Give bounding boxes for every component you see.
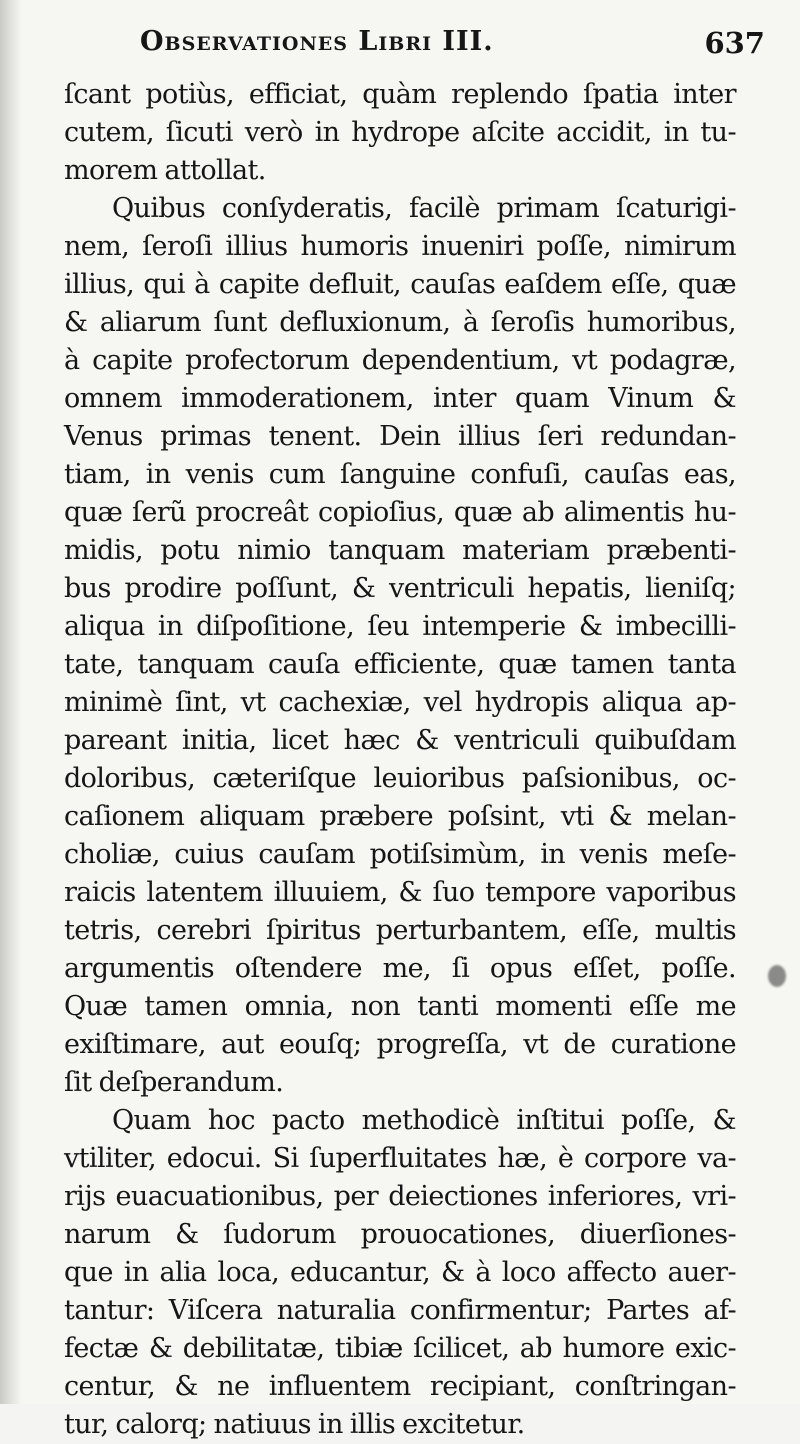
text-line: doloribus, cæteriſque leuioribus paſsionibus, oc- <box>64 763 736 794</box>
text-line: quæ ſerũ procreât copioſius, quæ ab alimentis hu- <box>64 497 736 528</box>
text-line: morem attollat. <box>64 155 266 186</box>
text-line: bus prodire poſſunt, & ventriculi hepatis, lieniſq; <box>64 573 736 604</box>
text-line: ſit deſperandum. <box>64 1067 284 1098</box>
text-line: ſcant potiùs, efficiat, quàm replendo ſpatia inter <box>64 79 736 110</box>
text-line: rijs euacuationibus, per deiectiones inferiores, vri- <box>64 1181 736 1212</box>
running-head <box>140 26 765 66</box>
text-line: centur, & ne influentem recipiant, conſtringan- <box>64 1371 736 1402</box>
text-line: tantur: Viſcera naturalia confirmentur; Partes af- <box>64 1295 736 1326</box>
text-line: fectæ & debilitatæ, tibiæ ſcilicet, ab humore exic- <box>64 1333 736 1364</box>
text-line: midis, potu nimio tanquam materiam præbenti- <box>64 535 736 566</box>
page-gutter-shadow <box>0 0 22 1404</box>
text-line: raicis latentem illuuiem, & ſuo tempore vaporibus <box>64 877 736 908</box>
text-line: omnem immoderationem, inter quam Vinum & <box>64 383 736 414</box>
text-line: exiſtimare, aut eouſq; progreſſa, vt de curatione <box>64 1029 736 1060</box>
text-line: minimè ſint, vt cachexiæ, vel hydropis aliqua ap- <box>64 687 736 718</box>
paragraph-first-line: Quam hoc pacto methodicè inſtitui poſſe, & <box>112 1105 736 1136</box>
text-line: aliqua in diſpoſitione, ſeu intemperie & imbecilli- <box>64 611 736 642</box>
body-text <box>64 76 736 1444</box>
text-line: & aliarum ſunt defluxionum, à ſeroſis humoribus, <box>64 307 736 338</box>
text-line: pareant initia, licet hæc & ventriculi quibuſdam <box>64 725 736 756</box>
text-line: tur, calorq; natiuus in illis excitetur. <box>64 1409 525 1440</box>
ink-blot <box>768 965 786 987</box>
page-number: 637 <box>704 26 765 60</box>
text-line: que in alia loca, educantur, & à loco affecto auer- <box>64 1257 736 1288</box>
running-title: Observationes Libri III. <box>140 26 494 57</box>
text-line: choliæ, cuius cauſam potiſsimùm, in venis meſe- <box>64 839 736 870</box>
text-line: illius, qui à capite defluit, cauſas eaſdem eſſe, quæ <box>64 269 736 300</box>
text-line: Venus primas tenent. Dein illius ſeri redundan- <box>64 421 736 452</box>
text-line: cutem, ſicuti verò in hydrope aſcite accidit, in tu- <box>64 117 736 148</box>
text-line: narum & ſudorum prouocationes, diuerſiones- <box>64 1219 736 1250</box>
text-line: argumentis oſtendere me, ſi opus eſſet, poſſe. <box>64 953 736 984</box>
text-line: nem, ſeroſi illius humoris inueniri poſſe, nimirum <box>64 231 736 262</box>
text-line: tiam, in venis cum ſanguine confuſi, cauſas eas, <box>64 459 736 490</box>
text-line: tate, tanquam cauſa efficiente, quæ tamen tanta <box>64 649 736 680</box>
paragraph-first-line: Quibus conſyderatis, facilè primam ſcaturigi- <box>112 193 736 224</box>
text-line: à capite profectorum dependentium, vt podagræ, <box>64 345 736 376</box>
text-line: Quæ tamen omnia, non tanti momenti eſſe me <box>64 991 736 1022</box>
text-line: caſionem aliquam præbere poſsint, vti & melan- <box>64 801 736 832</box>
text-line: vtiliter, edocui. Si ſuperfluitates hæ, è corpore va- <box>64 1143 736 1174</box>
text-line: tetris, cerebri ſpiritus perturbantem, eſſe, multis <box>64 915 736 946</box>
